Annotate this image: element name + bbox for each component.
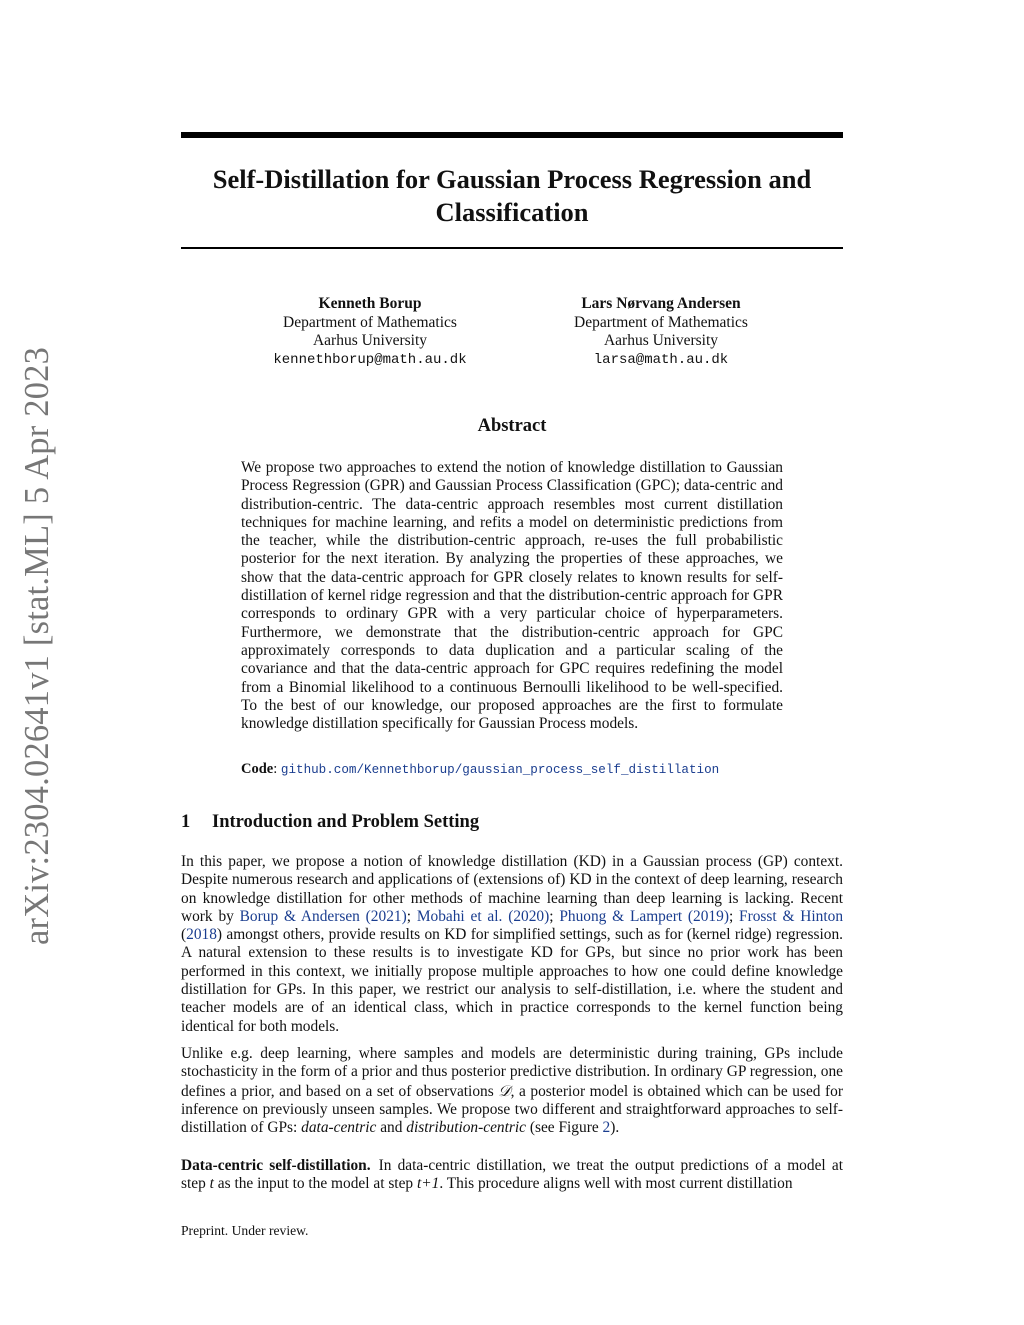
citation-link[interactable]: Borup & Andersen (2021) [239, 907, 407, 925]
citation-link[interactable]: Mobahi et al. (2020) [416, 907, 550, 925]
emphasis: data-centric [301, 1119, 377, 1137]
text-run: In this paper, we propose a notion of knowledge distillation (KD) in a Gaussian process (GP) context. Despite numerous research and applications of (extensions of) KD in the context of deep learning, research on knowledge distillation for other methods of machine learning than deep learning is lacking. Recent work by [181, 853, 843, 925]
section-number: 1 [181, 812, 191, 832]
text-run: ) amongst others, provide results on KD for simplified settings, such as for (kernel ridge) regression. A natural extension to these results is to investigate KD for GPs, but since no prior work has been performed in this context, we initially propose multiple approaches to how one could define knowledge distillation for GPs. In this paper, we restrict our analysis to self-distillation, i.e. where the student and teacher models are of an identical class, which in practice corresponds to the kernel function being identical for both models. [181, 926, 843, 1035]
citation-link[interactable]: Frosst & Hinton [739, 907, 844, 925]
author-university: Aarhus University [312, 332, 428, 349]
code-label: Code [241, 761, 274, 777]
citation-link[interactable]: Phuong & Lampert (2019) [559, 907, 729, 925]
section-title: Introduction and Problem Setting [212, 812, 480, 832]
title-bottom-rule [181, 247, 843, 249]
footer-note: Preprint. Under review. [181, 1223, 309, 1238]
author-email[interactable]: kennethborup@math.au.dk [273, 351, 467, 368]
author-2 [541, 295, 781, 369]
text-run: as the input to the model at step [213, 1175, 417, 1193]
text-run: and [376, 1119, 407, 1137]
run-in-heading: Data-centric self-distillation. [181, 1157, 371, 1174]
text-run: ; [406, 907, 417, 925]
figure-reference-link[interactable]: 2 [602, 1119, 611, 1137]
text-run: , a posterior model is obtained which can be used for inference on previously unseen samples. We propose two different and straightforward approaches to self-distillation of GPs: [181, 1082, 843, 1137]
code-repository-link[interactable]: github.com/Kennethborup/gaussian_process_self_distillation [280, 763, 720, 777]
text-run: . This procedure aligns well with most current distillation [439, 1175, 793, 1193]
math-symbol: 𝒟 [498, 1081, 511, 1100]
math-symbol: t [209, 1175, 214, 1193]
text-run: In data-centric distillation, we treat the output predictions of a model at step [181, 1157, 843, 1193]
code-line: Code: github.com/Kennethborup/gaussian_process_self_distillation [241, 761, 720, 777]
intro-paragraph-2 [181, 1045, 843, 1137]
citation-link[interactable]: 2018 [186, 926, 217, 944]
author-name: Kenneth Borup [318, 295, 422, 312]
abstract-heading: Abstract [477, 416, 547, 436]
text-run: ). [610, 1119, 620, 1137]
abstract-text: We propose two approaches to extend the notion of knowledge distillation to Gaussian Process Regression (GPR) and Gaussian Process Classification (GPC); data-centric and distribution-centric. The data-centric approach resembles most current distillation techniques for machine learning, and refits a model on deterministic predictions from the teacher, while the distribution-centric approach, re-uses the full probabilistic posterior for the next iteration. By analyzing the properties of these approaches, we show that the data-centric approach for GPR closely relates to known results for self-distillation of kernel ridge regression and that the distribution-centric approach for GPR corresponds to ordinary GPR with a very particular choice of hyperparameters. Furthermore, we demonstrate that the distribution-centric approach for GPC approximately corresponds to data duplication and a particular scaling of the covariance and that the data-centric approach for GPC requires redefining the model from a Binomial likelihood to a continuous Bernoulli likelihood to be well-specified. To the best of our knowledge, our proposed approaches are the first to formulate knowledge distillation specifically for Gaussian Process models. [241, 459, 783, 733]
author-department: Department of Mathematics [574, 313, 748, 331]
text-run: ( [181, 926, 187, 944]
emphasis: distribution-centric [406, 1119, 526, 1137]
text-run: ; [549, 907, 560, 925]
author-1 [241, 295, 499, 369]
author-department: Department of Mathematics [283, 313, 457, 331]
paper-title: Self-Distillation for Gaussian Process Regression and Classification [212, 164, 812, 227]
math-symbol: t+1 [416, 1175, 440, 1193]
text-run: Unlike e.g. deep learning, where samples and models are deterministic during training, GPs include stochasticity in the form of a prior and thus posterior predictive distribution. In ordinary GP regression, one defines a prior, and based on a set of observations [181, 1045, 843, 1100]
author-name: Lars Nørvang Andersen [581, 295, 741, 312]
author-email[interactable]: larsa@math.au.dk [593, 351, 729, 368]
arxiv-identifier[interactable]: arXiv:2304.02641v1 [stat.ML] 5 Apr 2023 [18, 346, 56, 945]
intro-paragraph-1 [181, 853, 843, 1036]
text-run: (see Figure [526, 1119, 603, 1137]
text-run: ; [728, 907, 740, 925]
section-heading [181, 812, 479, 833]
author-university: Aarhus University [603, 332, 719, 349]
data-centric-paragraph [181, 1157, 843, 1194]
title-top-rule [181, 132, 843, 138]
